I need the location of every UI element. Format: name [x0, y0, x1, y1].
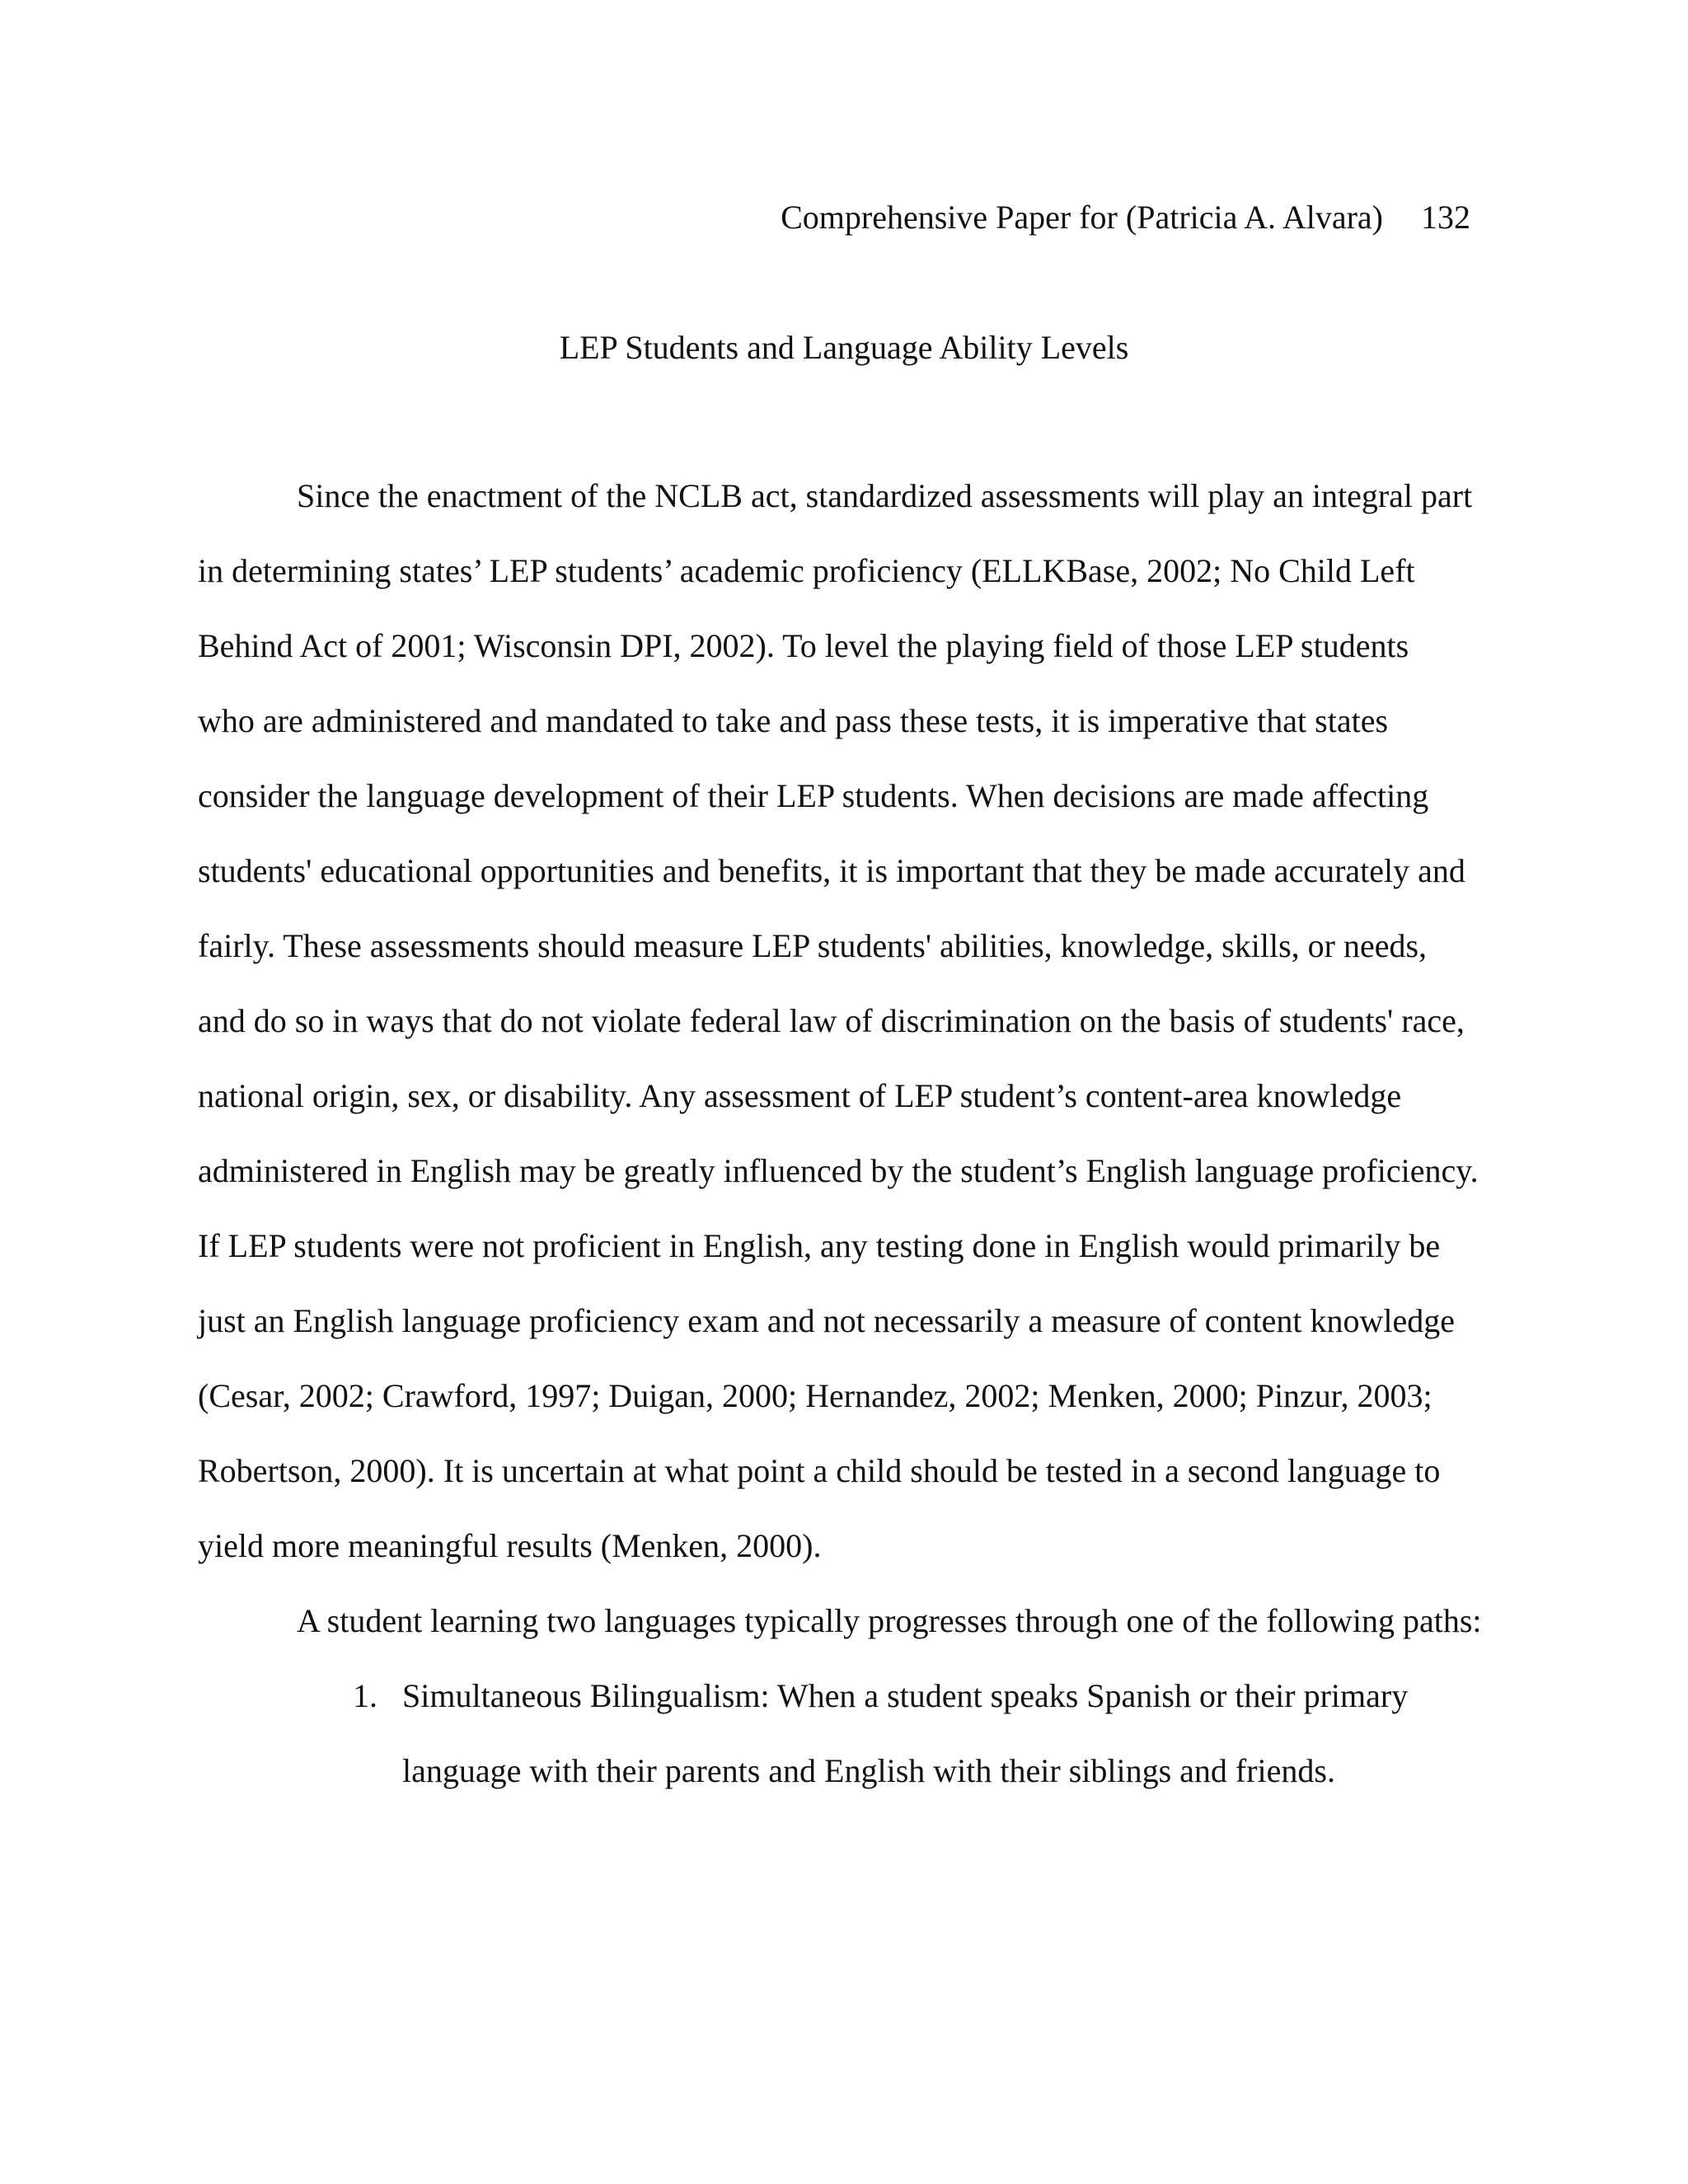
paragraph-line: Since the enactment of the NCLB act, standardized assessments will play an integral part: [297, 477, 1473, 514]
paragraph-line: students' educational opportunities and benefits, it is important that they be made accurately and: [198, 852, 1465, 889]
running-title: Comprehensive Paper for (Patricia A. Alvara): [781, 199, 1383, 236]
paragraph-line: Robertson, 2000). It is uncertain at what point a child should be tested in a second language to: [198, 1452, 1441, 1489]
paragraph-line: If LEP students were not proficient in English, any testing done in English would primarily be: [198, 1227, 1441, 1264]
section-title: LEP Students and Language Ability Levels: [559, 329, 1129, 366]
paragraph-line: yield more meaningful results (Menken, 2000).: [198, 1527, 822, 1564]
paragraph-line: consider the language development of their LEP students. When decisions are made affecting: [198, 777, 1429, 814]
paragraph-line: administered in English may be greatly influenced by the student’s English language proficiency.: [198, 1152, 1479, 1189]
paragraph-line: just an English language proficiency exam and not necessarily a measure of content knowledge: [198, 1302, 1456, 1339]
paragraph-line: national origin, sex, or disability. Any assessment of LEP student’s content-area knowledge: [198, 1077, 1402, 1114]
list-item-line: Simultaneous Bilingualism: When a student speaks Spanish or their primary: [402, 1677, 1409, 1714]
paragraph-line: in determining states’ LEP students’ academic proficiency (ELLKBase, 2002; No Child Left: [198, 552, 1415, 589]
paragraph-line: who are administered and mandated to take and pass these tests, it is imperative that states: [198, 702, 1389, 739]
list-item-number: 1.: [353, 1677, 377, 1714]
paragraph-line: Behind Act of 2001; Wisconsin DPI, 2002). To level the playing field of those LEP students: [198, 627, 1409, 664]
paragraph-line: and do so in ways that do not violate federal law of discrimination on the basis of students' race,: [198, 1002, 1465, 1039]
paragraph-line: fairly. These assessments should measure LEP students' abilities, knowledge, skills, or needs,: [198, 927, 1428, 964]
paragraph-line: A student learning two languages typically progresses through one of the following paths:: [297, 1602, 1482, 1639]
page-number: 132: [1421, 199, 1470, 236]
running-head: [781, 194, 1470, 241]
paragraph-line: (Cesar, 2002; Crawford, 1997; Duigan, 2000; Hernandez, 2002; Menken, 2000; Pinzur, 2003;: [198, 1377, 1432, 1414]
list-item-line: language with their parents and English with their siblings and friends.: [402, 1752, 1335, 1789]
